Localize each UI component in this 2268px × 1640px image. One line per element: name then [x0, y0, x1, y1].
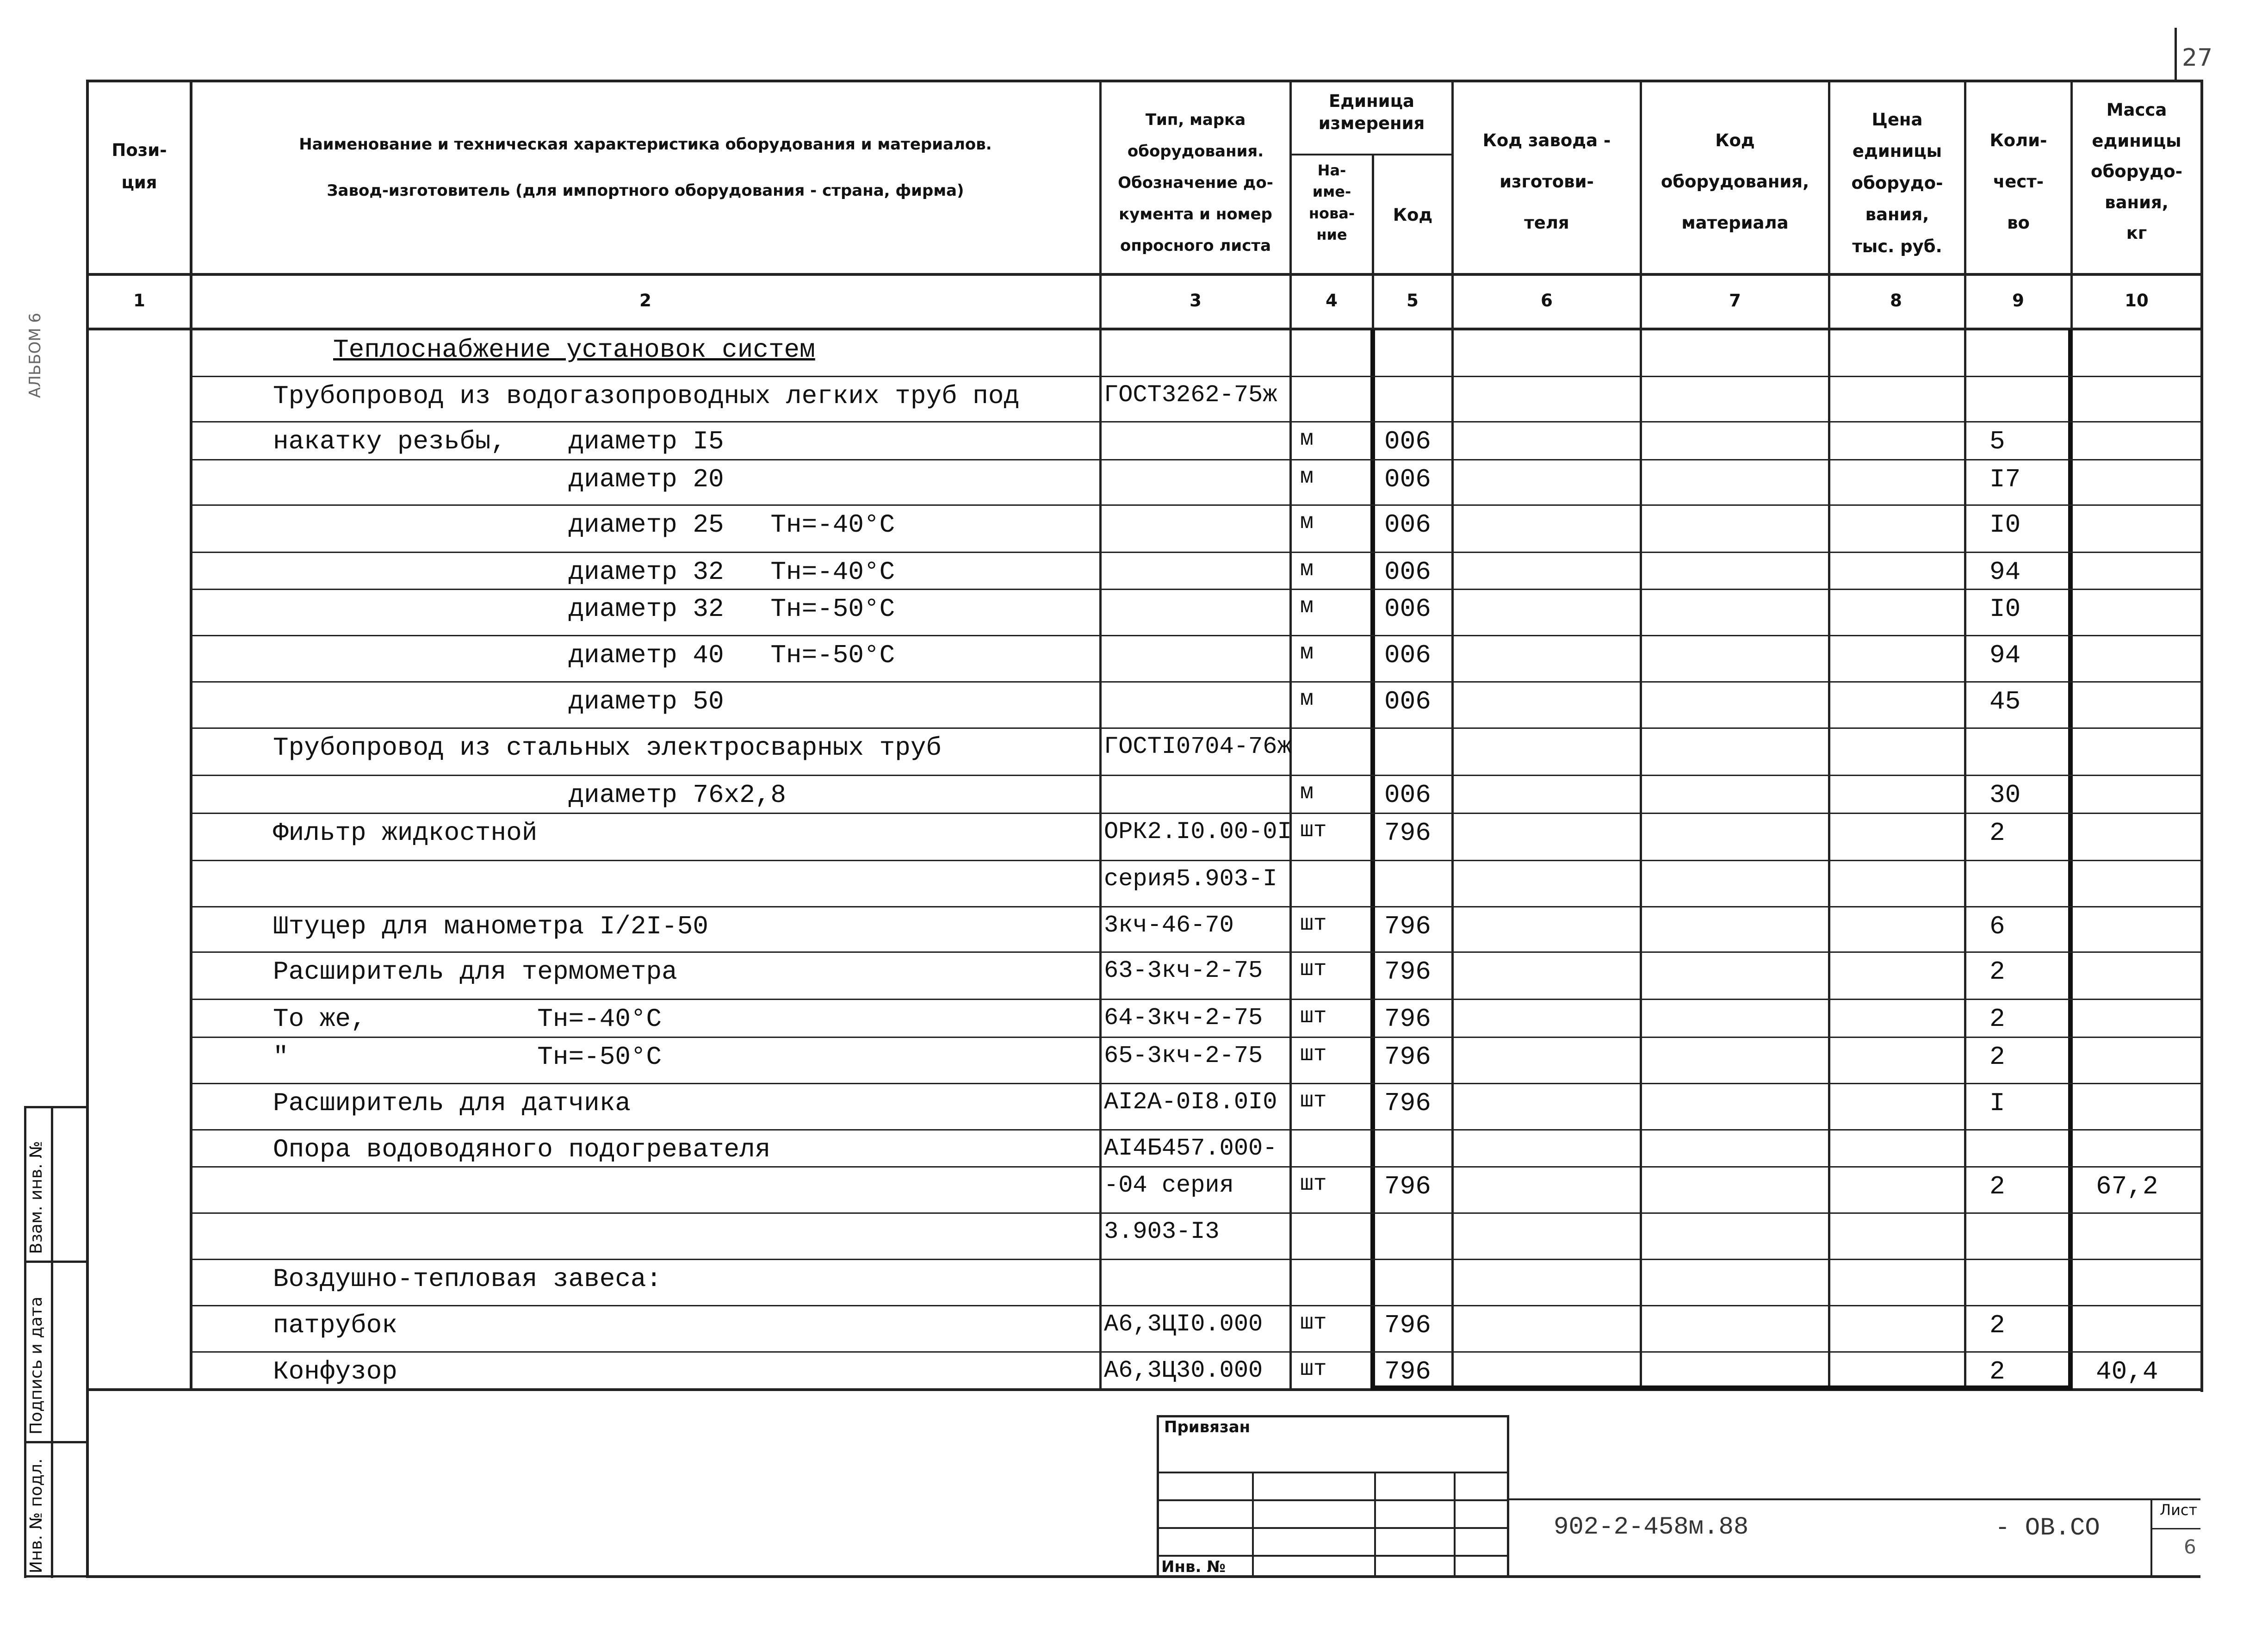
cell-qty: 94 — [1989, 640, 2021, 670]
row-rule — [190, 1305, 2200, 1306]
column-number: 9 — [2012, 291, 2024, 311]
stamp-h4 — [1157, 1555, 1509, 1557]
row-rule — [190, 376, 2200, 377]
cell-code: 796 — [1384, 1172, 1431, 1201]
cell-unit: шт — [1300, 1311, 1327, 1336]
cell-qty: 2 — [1989, 1172, 2005, 1201]
column-number: 3 — [1190, 291, 1202, 311]
sheet-box-left — [2150, 1498, 2152, 1577]
row-rule — [190, 951, 2200, 953]
cell-name: Штуцер для манометра I/2I-50 — [273, 912, 708, 941]
cell-name: Опора водоводяного подогревателя — [273, 1135, 771, 1164]
cell-name: Трубопровод из водогазопроводных легких труб под — [273, 381, 1020, 411]
cell-name: " Тн=-50°С — [273, 1042, 662, 1072]
cell-type: 63-3кч-2-75 — [1104, 957, 1263, 984]
cell-unit: шт — [1300, 1357, 1327, 1382]
cell-type: 3.903-I3 — [1104, 1218, 1220, 1245]
cell-name: диаметр 76х2,8 — [273, 780, 786, 810]
cell-unit: шт — [1300, 1088, 1327, 1113]
frame-right — [2200, 80, 2203, 1392]
cell-type: АI2А-0I8.0I0 — [1104, 1088, 1277, 1116]
sheet-label: Лист — [2160, 1501, 2198, 1519]
cell-unit: шт — [1300, 818, 1327, 843]
cell-type: 3кч-46-70 — [1104, 912, 1234, 939]
col-line-5 — [1451, 80, 1454, 1391]
cell-name: диаметр 32 Тн=-50°С — [273, 594, 895, 624]
header-bottom-rule — [86, 273, 2200, 276]
frame-top — [86, 80, 2200, 82]
cell-unit: шт — [1300, 1172, 1327, 1197]
margin-strip-top — [24, 1106, 89, 1108]
cell-name: диаметр 20 — [273, 465, 724, 494]
margin-strip-bottom — [24, 1575, 89, 1578]
cell-type: ГОСТ3262-75ж — [1104, 381, 1277, 409]
row-rule — [190, 1129, 2200, 1131]
cell-name: диаметр 40 Тн=-50°С — [273, 640, 895, 670]
page-number: 27 — [2182, 44, 2213, 72]
cell-qty: I7 — [1989, 465, 2021, 494]
header-unit-name: На- име- нова- ние — [1308, 162, 1355, 244]
stamp-h2 — [1157, 1499, 1509, 1501]
cell-qty: 6 — [1989, 912, 2005, 941]
cell-unit: м — [1300, 465, 1314, 490]
header-price: Цена единицы оборудо- вания, тыс. руб. — [1851, 110, 1943, 256]
header-mass: Масса единицы оборудо- вания, кг — [2091, 100, 2182, 243]
row-rule — [190, 1351, 2200, 1353]
row-rule — [190, 504, 2200, 506]
header-name-line2: Завод-изготовитель (для импортного оборудования - страна, фирма) — [327, 181, 964, 200]
cell-unit: м — [1300, 557, 1314, 582]
stamp-box-top — [1157, 1415, 1509, 1417]
cell-qty: 2 — [1989, 1357, 2005, 1386]
col-line-7 — [1828, 80, 1830, 1391]
cell-qty: 30 — [1989, 780, 2021, 810]
cell-qty: 2 — [1989, 1004, 2005, 1034]
row-rule — [190, 1166, 2200, 1168]
cell-qty: 2 — [1989, 818, 2005, 848]
header-name-line1: Наименование и техническая характеристика оборудования и материалов. — [299, 135, 992, 154]
bold-block-bottom — [1370, 1385, 2073, 1390]
cell-mass: 40,4 — [2096, 1357, 2158, 1386]
cell-type: серия5.903-I — [1104, 865, 1277, 893]
cell-qty: I0 — [1989, 594, 2021, 624]
cell-name: диаметр 32 Тн=-40°С — [273, 557, 895, 587]
cell-name: Расширитель для датчика — [273, 1088, 631, 1118]
cell-unit: м — [1300, 594, 1314, 619]
cell-code: 006 — [1384, 427, 1431, 456]
cell-name: Теплоснабжение установок систем — [333, 335, 815, 365]
margin-strip-mid — [51, 1106, 53, 1578]
cell-type: А6,3Ц30.000 — [1104, 1357, 1263, 1384]
cell-qty: 94 — [1989, 557, 2021, 587]
document-code: 902-2-458м.88 — [1554, 1513, 1749, 1541]
label-album: АЛЬБОМ 6 — [26, 312, 44, 398]
cell-name: патрубок — [273, 1311, 397, 1340]
cell-code: 006 — [1384, 687, 1431, 716]
cell-code: 006 — [1384, 510, 1431, 540]
cell-qty: 2 — [1989, 1311, 2005, 1340]
header-quantity: Коли- чест- во — [1989, 130, 2047, 233]
row-rule — [190, 552, 2200, 553]
stamp-bound-label: Привязан — [1164, 1418, 1251, 1436]
sheet-number: 6 — [2184, 1535, 2196, 1558]
col-line-1 — [190, 80, 192, 1391]
cell-qty: I — [1989, 1088, 2005, 1118]
cell-unit: м — [1300, 510, 1314, 535]
cell-qty: I0 — [1989, 510, 2021, 540]
stamp-v2 — [1374, 1472, 1376, 1577]
cell-unit: шт — [1300, 912, 1327, 937]
cell-name: Расширитель для термометра — [273, 957, 677, 987]
cell-name: диаметр 50 — [273, 687, 724, 716]
row-rule — [190, 1212, 2200, 1214]
cell-code: 796 — [1384, 957, 1431, 987]
page-number-border — [2175, 28, 2177, 82]
row-rule — [190, 635, 2200, 636]
stamp-h3 — [1157, 1527, 1509, 1529]
cell-code: 006 — [1384, 640, 1431, 670]
cell-unit: шт — [1300, 957, 1327, 982]
cell-name: Конфузор — [273, 1357, 397, 1386]
cell-code: 796 — [1384, 1004, 1431, 1034]
label-vzam: Взам. инв. № — [27, 1141, 46, 1254]
row-rule — [190, 999, 2200, 1000]
cell-type: А6,3ЦI0.000 — [1104, 1311, 1263, 1338]
numbers-bottom-rule — [86, 328, 2200, 330]
margin-strip-left — [24, 1106, 26, 1578]
frame-left — [86, 80, 89, 1578]
cell-name: Трубопровод из стальных электросварных труб — [273, 733, 942, 763]
row-rule — [190, 1083, 2200, 1084]
stamp-v3 — [1454, 1472, 1456, 1577]
column-number: 2 — [639, 291, 651, 311]
cell-name: Фильтр жидкостной — [273, 818, 538, 848]
cell-name: Воздушно-тепловая завеса: — [273, 1264, 662, 1294]
cell-type: 65-3кч-2-75 — [1104, 1042, 1263, 1069]
cell-code: 006 — [1384, 465, 1431, 494]
header-factory-code: Код завода - изготови- теля — [1482, 130, 1611, 233]
row-rule — [190, 459, 2200, 460]
row-rule — [190, 775, 2200, 776]
column-number: 7 — [1729, 291, 1741, 311]
cell-qty: 2 — [1989, 957, 2005, 987]
cell-code: 796 — [1384, 912, 1431, 941]
cell-type: 64-3кч-2-75 — [1104, 1004, 1263, 1031]
stamp-inv-label: Инв. № — [1161, 1558, 1226, 1576]
header-type: Тип, марка оборудования. Обозначение до- кумента и номер опросного листа — [1118, 111, 1273, 255]
stamp-v1 — [1252, 1472, 1254, 1577]
cell-name: диаметр 25 Тн=-40°С — [273, 510, 895, 540]
cell-unit: м — [1300, 780, 1314, 805]
column-number: 10 — [2125, 291, 2149, 311]
stamp-box-left — [1157, 1415, 1159, 1577]
row-rule — [190, 1037, 2200, 1038]
stamp-h1 — [1157, 1472, 1509, 1473]
column-number: 8 — [1890, 291, 1902, 311]
cell-code: 006 — [1384, 557, 1431, 587]
row-rule — [190, 1259, 2200, 1260]
column-number: 1 — [133, 291, 145, 311]
header-equipment-code: Код оборудования, материала — [1661, 130, 1809, 233]
frame-bottom — [86, 1575, 2200, 1578]
margin-strip-div2 — [24, 1441, 89, 1443]
stamp-box-right — [1507, 1415, 1509, 1577]
cell-unit: м — [1300, 427, 1314, 452]
cell-code: 796 — [1384, 818, 1431, 848]
row-rule — [190, 727, 2200, 729]
cell-unit: м — [1300, 640, 1314, 665]
sheet-box-h — [2150, 1528, 2200, 1529]
stamp-main-top — [1509, 1498, 2200, 1500]
cell-code: 796 — [1384, 1042, 1431, 1072]
row-rule — [190, 860, 2200, 861]
col-line-2 — [1099, 80, 1102, 1391]
label-podpis: Подпись и дата — [27, 1296, 46, 1435]
cell-code: 796 — [1384, 1088, 1431, 1118]
row-rule — [190, 813, 2200, 814]
cell-mass: 67,2 — [2096, 1172, 2158, 1201]
column-number: 4 — [1326, 291, 1338, 311]
col-line-6 — [1640, 80, 1642, 1391]
cell-qty: 45 — [1989, 687, 2021, 716]
cell-unit: шт — [1300, 1004, 1327, 1029]
row-rule — [190, 421, 2200, 422]
column-number: 6 — [1541, 291, 1553, 311]
cell-type: -04 серия — [1104, 1172, 1234, 1199]
row-rule — [190, 589, 2200, 590]
cell-type: ГОСТI0704-76ж — [1104, 733, 1292, 760]
header-position: Пози- ция — [112, 140, 167, 193]
cell-code: 006 — [1384, 780, 1431, 810]
header-unit-group: Единица измерения — [1318, 91, 1425, 134]
cell-name: То же, Тн=-40°С — [273, 1004, 662, 1034]
row-rule — [190, 681, 2200, 683]
margin-strip-div1 — [24, 1261, 89, 1263]
col-line-8 — [1964, 80, 1966, 1391]
cell-type: АI4Б457.000- — [1104, 1135, 1277, 1162]
cell-code: 796 — [1384, 1357, 1431, 1386]
cell-code: 006 — [1384, 594, 1431, 624]
label-inv-podl: Инв. № подл. — [27, 1458, 46, 1573]
header-unit-code: Код — [1393, 205, 1433, 225]
column-number: 5 — [1407, 291, 1419, 311]
row-rule — [190, 906, 2200, 907]
cell-qty: 2 — [1989, 1042, 2005, 1072]
cell-unit: м — [1300, 687, 1314, 712]
cell-type: ОРК2.I0.00-0I — [1104, 818, 1292, 845]
document-suffix: - ОВ.СО — [1995, 1514, 2100, 1542]
cell-code: 796 — [1384, 1311, 1431, 1340]
cell-unit: шт — [1300, 1042, 1327, 1067]
cell-qty: 5 — [1989, 427, 2005, 456]
cell-name: накатку резьбы, диаметр I5 — [273, 427, 724, 456]
